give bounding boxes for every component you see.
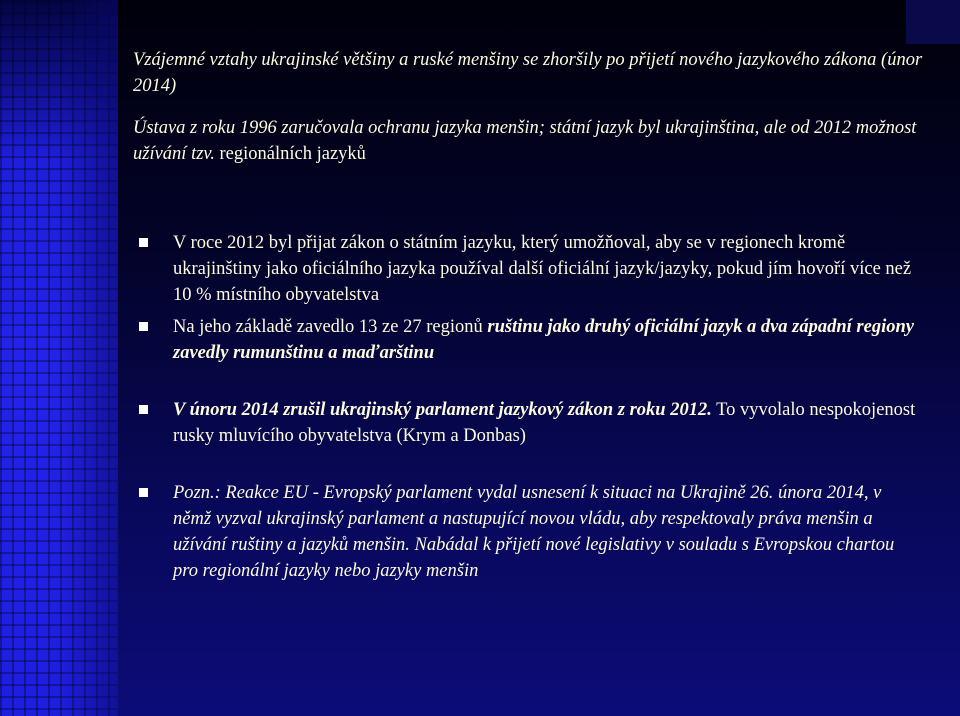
band-fade [58, 0, 118, 716]
bullet-list [133, 230, 923, 584]
square-bullet-icon [139, 405, 148, 414]
bullet-item-eu-reaction [133, 480, 923, 584]
bullet-text: V roce 2012 byl přijat zákon o státním jazyku, který umožňoval, aby se v regionech kromě ukrajinštiny jako oficiálního jazyka používal další oficiální jazyk/jazyky, pokud jím hovoří více než 10 % místního obyvatelstva [173, 233, 912, 305]
intro-paragraph-2-main: Ústava z roku 1996 zaručovala ochranu jazyka menšin; státní jazyk byl ukrajinština, ale od 2012 možnost užívání tzv. [133, 118, 917, 164]
bullet-item-regions [133, 314, 923, 366]
bullet-text: Na jeho základě zavedlo 13 ze 27 regionů [173, 317, 488, 337]
square-bullet-icon [139, 238, 148, 247]
intro-paragraph-2 [133, 116, 923, 167]
intro-block [133, 48, 923, 167]
bullet-text-emphasis: ruštinu jako druhý oficiální jazyk a dva západní regiony zavedly rumunštinu a maďarštinu [173, 317, 914, 363]
corner-bar [906, 0, 960, 44]
bullet-item-language-law-2012 [133, 230, 923, 308]
square-bullet-icon [139, 322, 148, 331]
bullet-text: Pozn.: Reakce EU - Evropský parlament vydal usnesení k situaci na Ukrajině 26. února 2014, v němž vyzval ukrajinský parlament a nastupující novou vládu, aby respektovaly práva menšin a užívání ruštiny a jazyků menšin. Nabádal k přijetí nové legislativy v souladu s Evropskou chartou pro regionální jazyky nebo jazyky menšin [173, 483, 895, 581]
bullet-text-emphasis: V únoru 2014 zrušil ukrajinský parlament jazykový zákon z roku 2012. [173, 400, 712, 420]
bullet-item-law-repeal-2014 [133, 397, 923, 449]
square-bullet-icon [139, 488, 148, 497]
decorative-left-band [0, 0, 118, 716]
intro-paragraph-2-end: regionálních jazyků [214, 143, 366, 164]
intro-paragraph-1: Vzájemné vztahy ukrajinské většiny a ruské menšiny se zhoršily po přijetí nového jazykového zákona (únor 2014) [133, 50, 923, 96]
bullet-text: To vyvolalo nespokojenost rusky mluvícího obyvatelstva (Krym a Donbas) [173, 400, 916, 446]
